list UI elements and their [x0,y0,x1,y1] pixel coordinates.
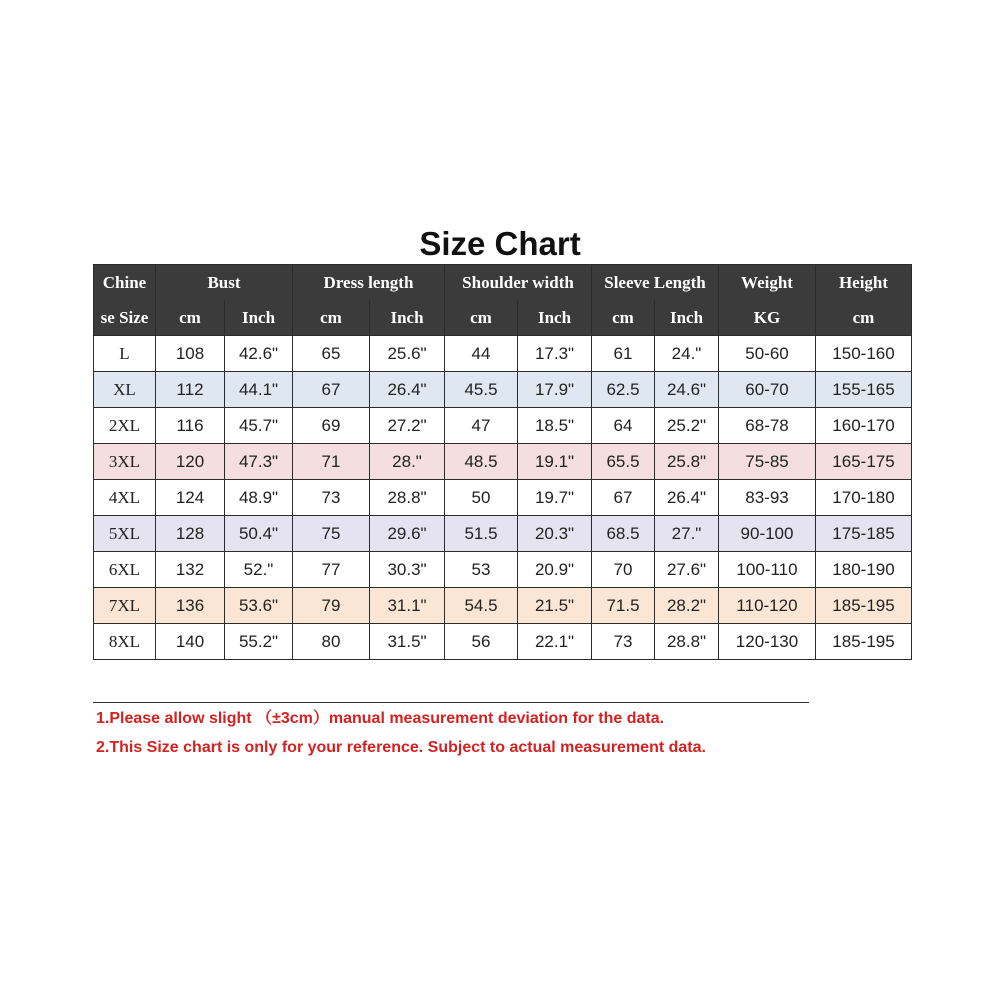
header-row-units [94,300,912,336]
table-row [94,336,912,372]
table-cell: 31.5" [370,624,445,660]
table-cell: 52." [225,552,293,588]
table-cell: 65 [293,336,370,372]
table-cell: 67 [293,372,370,408]
unit-header: cm [592,300,655,336]
table-cell: 160-170 [816,408,912,444]
table-row [94,372,912,408]
unit-header: cm [816,300,912,336]
table-cell: 150-160 [816,336,912,372]
table-cell: 120 [156,444,225,480]
table-cell: 77 [293,552,370,588]
table-cell: 62.5 [592,372,655,408]
table-cell: 22.1" [518,624,592,660]
table-cell: 31.1" [370,588,445,624]
table-cell: 68-78 [719,408,816,444]
unit-header: cm [156,300,225,336]
unit-header: Inch [518,300,592,336]
table-cell: 71.5 [592,588,655,624]
table-cell: 128 [156,516,225,552]
dress-length-header: Dress length [293,265,445,301]
size-cell: 6XL [94,552,156,588]
table-cell: 26.4" [655,480,719,516]
table-row [94,444,912,480]
table-cell: 45.7" [225,408,293,444]
table-cell: 25.8" [655,444,719,480]
table-cell: 54.5 [445,588,518,624]
table-cell: 70 [592,552,655,588]
table-cell: 180-190 [816,552,912,588]
table-cell: 165-175 [816,444,912,480]
table-cell: 29.6" [370,516,445,552]
table-cell: 25.6" [370,336,445,372]
divider [93,702,809,703]
table-cell: 175-185 [816,516,912,552]
page-title: Size Chart [419,225,581,262]
table-cell: 21.5" [518,588,592,624]
table-cell: 26.4" [370,372,445,408]
sleeve-length-header: Sleeve Length [592,265,719,301]
table-cell: 50.4" [225,516,293,552]
table-cell: 28.8" [370,480,445,516]
table-row [94,552,912,588]
table-cell: 80 [293,624,370,660]
table-cell: 48.9" [225,480,293,516]
table-cell: 110-120 [719,588,816,624]
size-cell: 2XL [94,408,156,444]
size-cell: 3XL [94,444,156,480]
table-cell: 28." [370,444,445,480]
unit-header: Inch [225,300,293,336]
table-cell: 120-130 [719,624,816,660]
table-row [94,588,912,624]
size-cell: 8XL [94,624,156,660]
table-cell: 124 [156,480,225,516]
table-cell: 67 [592,480,655,516]
note-reference: 2.This Size chart is only for your reference. Subject to actual measurement data. [96,739,706,756]
table-cell: 25.2" [655,408,719,444]
table-cell: 75 [293,516,370,552]
table-cell: 155-165 [816,372,912,408]
table-cell: 42.6" [225,336,293,372]
table-cell: 55.2" [225,624,293,660]
table-cell: 19.7" [518,480,592,516]
table-row [94,624,912,660]
table-cell: 27.2" [370,408,445,444]
size-column-header: Chine [94,265,156,301]
table-cell: 73 [293,480,370,516]
unit-header: KG [719,300,816,336]
table-cell: 50-60 [719,336,816,372]
unit-header: Inch [655,300,719,336]
table-cell: 65.5 [592,444,655,480]
table-cell: 53 [445,552,518,588]
table-cell: 20.3" [518,516,592,552]
table-cell: 68.5 [592,516,655,552]
table-cell: 73 [592,624,655,660]
bust-header: Bust [156,265,293,301]
table-row [94,480,912,516]
table-cell: 27." [655,516,719,552]
size-cell: 4XL [94,480,156,516]
table-cell: 83-93 [719,480,816,516]
table-cell: 170-180 [816,480,912,516]
size-column-header-continued: se Size [94,300,156,336]
table-cell: 61 [592,336,655,372]
table-cell: 30.3" [370,552,445,588]
size-cell: XL [94,372,156,408]
unit-header: cm [445,300,518,336]
height-header: Height [816,265,912,301]
size-chart-table [93,264,912,660]
table-cell: 48.5 [445,444,518,480]
table-cell: 47 [445,408,518,444]
table-cell: 132 [156,552,225,588]
table-cell: 51.5 [445,516,518,552]
note-deviation: 1.Please allow slight （±3cm）manual measurement deviation for the data. [96,710,665,727]
table-cell: 17.3" [518,336,592,372]
size-cell: L [94,336,156,372]
table-row [94,408,912,444]
header-row-groups [94,265,912,301]
table-cell: 90-100 [719,516,816,552]
table-cell: 44.1" [225,372,293,408]
table-cell: 112 [156,372,225,408]
size-cell: 7XL [94,588,156,624]
table-cell: 44 [445,336,518,372]
table-cell: 185-195 [816,588,912,624]
table-cell: 45.5 [445,372,518,408]
table-cell: 71 [293,444,370,480]
table-cell: 108 [156,336,225,372]
table-cell: 27.6" [655,552,719,588]
table-cell: 28.8" [655,624,719,660]
table-cell: 75-85 [719,444,816,480]
weight-header: Weight [719,265,816,301]
table-cell: 20.9" [518,552,592,588]
table-cell: 50 [445,480,518,516]
shoulder-width-header: Shoulder width [445,265,592,301]
table-cell: 60-70 [719,372,816,408]
unit-header: cm [293,300,370,336]
table-cell: 24." [655,336,719,372]
table-cell: 56 [445,624,518,660]
table-cell: 185-195 [816,624,912,660]
size-cell: 5XL [94,516,156,552]
table-cell: 17.9" [518,372,592,408]
table-cell: 18.5" [518,408,592,444]
table-cell: 47.3" [225,444,293,480]
unit-header: Inch [370,300,445,336]
table-cell: 64 [592,408,655,444]
table-cell: 28.2" [655,588,719,624]
table-cell: 116 [156,408,225,444]
table-cell: 79 [293,588,370,624]
table-cell: 19.1" [518,444,592,480]
table-row [94,516,912,552]
table-cell: 53.6" [225,588,293,624]
table-cell: 69 [293,408,370,444]
table-cell: 136 [156,588,225,624]
table-cell: 140 [156,624,225,660]
table-cell: 24.6" [655,372,719,408]
table-cell: 100-110 [719,552,816,588]
